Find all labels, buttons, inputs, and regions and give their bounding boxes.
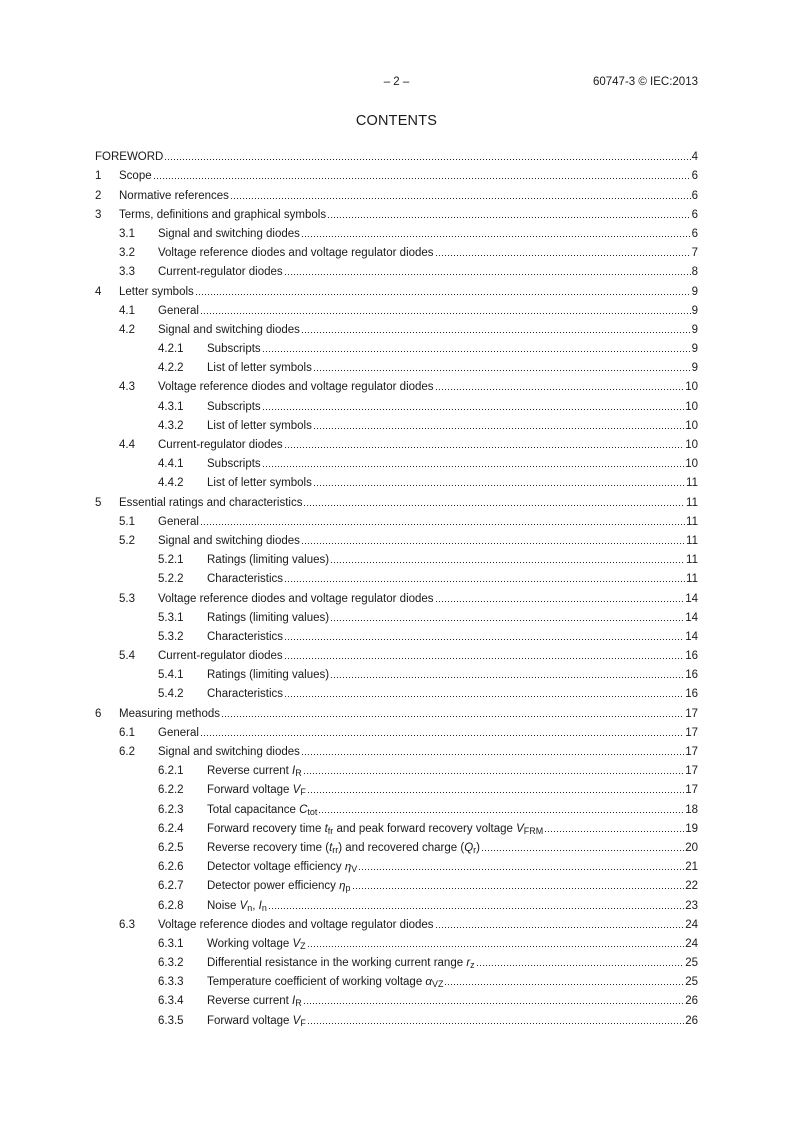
toc-entry-title: Reverse recovery time $(t_{rr})$ and recovered charge $(Q_r)$ <box>207 841 480 856</box>
toc-entry-number: 6.3.5 <box>158 1014 184 1027</box>
toc-entry-page: 16 <box>685 669 698 682</box>
toc-entry-page: 9 <box>691 343 698 356</box>
dot-leader <box>303 503 685 507</box>
toc-entry[interactable] <box>95 586 698 605</box>
dot-leader <box>307 944 685 948</box>
toc-entry[interactable] <box>95 989 698 1008</box>
toc-entry-number: 6.2.3 <box>158 803 184 816</box>
toc-entry-page: 16 <box>685 688 698 701</box>
toc-entry-title: Ratings (limiting values) <box>207 669 330 682</box>
toc-entry-number: 5.2 <box>119 534 135 547</box>
toc-entry-title: Signal and switching diodes <box>158 227 300 240</box>
dot-leader <box>262 464 685 468</box>
toc-entry-page: 10 <box>685 439 698 451</box>
toc-entry[interactable] <box>95 970 698 989</box>
toc-entry-title: Terms, definitions and graphical symbols <box>119 208 327 221</box>
toc-entry-page: 25 <box>685 976 698 989</box>
toc-entry-page: 11 <box>686 496 698 509</box>
toc-entry-number: 6.2.4 <box>158 822 184 835</box>
toc-entry-page: 8 <box>691 266 698 279</box>
toc-entry-title: Letter symbols <box>119 285 194 298</box>
page-title: CONTENTS <box>355 113 438 129</box>
toc-entry-number: 4.2.1 <box>158 343 184 356</box>
toc-entry-title: Reverse current $I_R$ <box>207 765 302 779</box>
toc-entry-title: General <box>158 726 199 739</box>
toc-entry[interactable] <box>95 452 698 471</box>
toc-entry-title: Ratings (limiting values) <box>207 611 330 624</box>
toc-entry-number: 5.4.1 <box>158 669 184 682</box>
toc-entry-title: Forward voltage $V_F$ <box>207 784 306 798</box>
toc-entry[interactable] <box>95 932 698 951</box>
toc-entry-number: 4.3.2 <box>158 419 184 432</box>
toc-entry[interactable] <box>95 260 698 279</box>
dot-leader <box>301 234 691 238</box>
toc-entry-page: 6 <box>691 227 698 240</box>
toc-entry-title: Current-regulator diodes <box>158 266 283 279</box>
toc-entry[interactable] <box>95 778 698 797</box>
toc-entry[interactable] <box>95 951 698 970</box>
dot-leader <box>435 925 685 929</box>
toc-entry-title: Forward voltage $V_F$ <box>207 1014 306 1028</box>
toc-entry-page: 9 <box>691 323 698 336</box>
dot-leader <box>284 637 684 641</box>
toc-entry-number: 5.4 <box>119 650 135 663</box>
toc-entry-title: Subscripts <box>207 458 261 471</box>
toc-entry-page: 9 <box>691 285 698 298</box>
toc-entry-number: 5.3.2 <box>158 630 184 643</box>
toc-entry-page: 16 <box>685 650 698 663</box>
dot-leader <box>330 560 685 564</box>
toc-entry-title: List of letter symbols <box>207 362 312 375</box>
dot-leader <box>262 349 691 353</box>
dot-leader <box>327 215 690 219</box>
dot-leader <box>476 963 685 967</box>
toc-entry-title: Current-regulator diodes <box>158 439 283 451</box>
toc-entry-title: List of letter symbols <box>207 477 312 490</box>
toc-entry-number: 6.2.7 <box>158 880 184 893</box>
toc-entry-number: 6.2 <box>119 746 135 758</box>
toc-entry[interactable] <box>95 183 698 202</box>
toc-entry-title: Signal and switching diodes <box>158 534 300 547</box>
toc-entry-page: 10 <box>685 400 698 413</box>
dot-leader <box>200 733 684 737</box>
toc-entry-number: 6.3.3 <box>158 976 184 989</box>
toc-entry-page: 17 <box>685 765 698 778</box>
toc-entry-title: List of letter symbols <box>207 419 312 432</box>
dot-leader <box>284 656 685 660</box>
toc-entry-number: 5.2.1 <box>158 554 184 567</box>
toc-entry-title: Characteristics <box>207 573 284 586</box>
toc-entry[interactable] <box>95 222 698 241</box>
toc-entry[interactable] <box>95 203 698 222</box>
toc-entry-number: 4.3.1 <box>158 400 184 413</box>
toc-entry[interactable] <box>95 433 698 452</box>
toc-entry-title: Voltage reference diodes and voltage regulator diodes <box>158 918 434 931</box>
toc-entry-number: 3.1 <box>119 227 135 240</box>
toc-entry-title: Temperature coefficient of working voltage $\alpha_{VZ}$ <box>207 976 444 990</box>
toc-entry-page: 11 <box>686 477 698 490</box>
dot-leader <box>301 541 685 545</box>
toc-entry[interactable] <box>95 510 698 529</box>
dot-leader <box>352 886 685 890</box>
dot-leader <box>303 771 685 775</box>
toc-entry-title: General <box>158 515 199 528</box>
toc-entry[interactable] <box>95 701 698 720</box>
toc-entry-page: 9 <box>691 304 698 317</box>
toc-entry[interactable] <box>95 394 698 413</box>
toc-entry-page: 10 <box>685 419 698 432</box>
toc-entry-number: 6.3.1 <box>158 937 184 950</box>
dot-leader <box>307 1021 684 1025</box>
toc-entry-title: Detector power efficiency $\eta_p$ <box>207 880 351 894</box>
dot-leader <box>164 157 690 161</box>
dot-leader <box>313 483 685 487</box>
toc-entry-number: 5.4.2 <box>158 688 184 701</box>
toc-entry[interactable] <box>95 817 698 836</box>
toc-entry-title: Detector voltage efficiency $\eta_V$ <box>207 861 358 875</box>
toc-entry[interactable] <box>95 797 698 816</box>
dot-leader <box>284 445 685 449</box>
toc-entry[interactable] <box>95 913 698 932</box>
dot-leader <box>268 906 684 910</box>
dot-leader <box>262 407 685 411</box>
toc-entry[interactable] <box>95 279 698 298</box>
toc-entry-title: Signal and switching diodes <box>158 746 300 758</box>
toc-entry-page: 21 <box>685 861 698 874</box>
toc-entry-number: 6 <box>95 707 102 720</box>
toc-entry-page: 26 <box>685 1014 698 1027</box>
dot-leader <box>301 330 691 334</box>
toc-entry-title: Signal and switching diodes <box>158 323 300 336</box>
toc-entry-page: 7 <box>691 247 698 260</box>
toc-entry-number: 6.3.2 <box>158 957 184 970</box>
toc-entry[interactable] <box>95 644 698 663</box>
toc-entry-page: 24 <box>685 918 698 931</box>
toc-entry[interactable] <box>95 164 698 183</box>
toc-entry[interactable] <box>95 145 698 164</box>
toc-entry[interactable] <box>95 893 698 912</box>
toc-entry-title: Essential ratings and characteristics <box>119 496 303 509</box>
toc-entry-title: Characteristics <box>207 630 284 643</box>
toc-entry-title: Normative references <box>119 189 229 202</box>
toc-entry-title: Forward recovery time $t_{fr}$ and peak forward recovery voltage $V_{FRM}$ <box>207 822 544 836</box>
table-of-contents <box>95 145 698 1028</box>
toc-entry[interactable] <box>95 567 698 586</box>
toc-entry[interactable] <box>95 874 698 893</box>
dot-leader <box>200 522 685 526</box>
toc-entry-page: 26 <box>685 995 698 1008</box>
toc-entry-number: 6.2.2 <box>158 784 184 797</box>
dot-leader <box>318 810 684 814</box>
toc-entry-page: 10 <box>685 458 698 471</box>
toc-entry-title: Subscripts <box>207 400 261 413</box>
toc-entry-page: 4 <box>691 151 698 164</box>
toc-entry-page: 17 <box>685 726 698 739</box>
dot-leader <box>544 829 684 833</box>
toc-entry-page: 14 <box>685 592 698 605</box>
toc-entry-page: 11 <box>686 534 698 547</box>
toc-entry-number: 3.3 <box>119 266 135 279</box>
toc-entry-number: 5.3 <box>119 592 135 605</box>
toc-entry-number: 6.3.4 <box>158 995 184 1008</box>
toc-entry-number: 6.1 <box>119 726 135 739</box>
toc-entry-page: 18 <box>685 803 698 816</box>
toc-entry-number: 6.2.1 <box>158 765 184 778</box>
toc-entry-number: 6.2.5 <box>158 841 184 854</box>
dot-leader <box>195 292 691 296</box>
dot-leader <box>313 426 684 430</box>
dot-leader <box>444 982 684 986</box>
toc-entry-title: Subscripts <box>207 343 261 356</box>
toc-entry-page: 25 <box>685 957 698 970</box>
dot-leader <box>358 867 684 871</box>
toc-entry-page: 19 <box>685 822 698 835</box>
document-id: 60747-3 © IEC:2013 <box>592 76 698 88</box>
toc-entry-number: 4.3 <box>119 381 135 394</box>
toc-entry[interactable] <box>95 759 698 778</box>
dot-leader <box>313 368 691 372</box>
toc-entry-page: 14 <box>685 630 698 643</box>
toc-entry-title: Differential resistance in the working current range $r_z$ <box>207 957 475 971</box>
toc-entry[interactable] <box>95 337 698 356</box>
toc-entry[interactable] <box>95 299 698 318</box>
dot-leader <box>435 387 685 391</box>
toc-entry-number: 4.2.2 <box>158 362 184 375</box>
toc-entry-number: 5.1 <box>119 515 135 528</box>
dot-leader <box>435 253 691 257</box>
toc-entry[interactable] <box>95 356 698 375</box>
toc-entry[interactable] <box>95 414 698 433</box>
toc-entry-number: 4.1 <box>119 304 135 317</box>
toc-entry[interactable] <box>95 721 698 740</box>
dot-leader <box>221 714 684 718</box>
toc-entry-title: Total capacitance $C_{tot}$ <box>207 803 318 817</box>
toc-entry-page: 20 <box>685 841 698 854</box>
dot-leader <box>284 272 691 276</box>
toc-entry[interactable] <box>95 548 698 567</box>
toc-entry-page: 24 <box>685 937 698 950</box>
toc-entry-page: 9 <box>691 362 698 375</box>
toc-entry-number: 4.2 <box>119 323 135 336</box>
toc-entry[interactable] <box>95 375 698 394</box>
toc-entry-page: 17 <box>685 707 698 720</box>
toc-entry-title: Current-regulator diodes <box>158 650 283 663</box>
toc-entry-title: Noise $V_n$, $I_n$ <box>207 899 267 913</box>
toc-entry-number: 4.4.1 <box>158 458 184 471</box>
toc-entry-number: 3.2 <box>119 247 135 260</box>
toc-entry-title: Ratings (limiting values) <box>207 554 330 567</box>
toc-entry-title: General <box>158 304 199 317</box>
dot-leader <box>330 618 684 622</box>
dot-leader <box>307 790 684 794</box>
toc-entry-number: 6.2.8 <box>158 899 184 912</box>
toc-entry[interactable] <box>95 682 698 701</box>
toc-entry-title: Measuring methods <box>119 707 220 720</box>
toc-entry-number: 6.3 <box>119 918 135 931</box>
toc-entry-page: 11 <box>686 515 698 528</box>
toc-entry-page: 6 <box>691 189 698 202</box>
dot-leader <box>481 848 684 852</box>
toc-entry-title: Reverse current $I_R$ <box>207 995 302 1009</box>
toc-entry[interactable] <box>95 318 698 337</box>
dot-leader <box>301 752 684 756</box>
toc-entry-page: 14 <box>685 611 698 624</box>
toc-entry-page: 22 <box>685 880 698 893</box>
toc-entry[interactable] <box>95 1008 698 1027</box>
toc-entry-title: Working voltage $V_Z$ <box>207 937 306 952</box>
toc-entry[interactable] <box>95 663 698 682</box>
toc-entry-page: 23 <box>685 899 698 912</box>
dot-leader <box>330 675 684 679</box>
toc-entry[interactable] <box>95 855 698 874</box>
toc-entry-page: 17 <box>685 784 698 797</box>
toc-entry-title: Characteristics <box>207 688 284 701</box>
dot-leader <box>284 579 685 583</box>
toc-entry-number: 1 <box>95 170 102 183</box>
toc-entry-title: Voltage reference diodes and voltage regulator diodes <box>158 247 434 260</box>
toc-entry-title: Voltage reference diodes and voltage regulator diodes <box>158 381 434 394</box>
dot-leader <box>435 599 685 603</box>
dot-leader <box>303 1001 685 1005</box>
toc-entry[interactable] <box>95 471 698 490</box>
toc-entry[interactable] <box>95 606 698 625</box>
toc-entry-number: 5.2.2 <box>158 573 184 586</box>
toc-entry[interactable] <box>95 529 698 548</box>
toc-entry[interactable] <box>95 625 698 644</box>
toc-entry-page: 6 <box>691 170 698 183</box>
toc-entry-page: 10 <box>685 381 698 394</box>
dot-leader <box>200 311 691 315</box>
toc-entry-page: 11 <box>686 554 698 567</box>
toc-entry-title: Voltage reference diodes and voltage regulator diodes <box>158 592 434 605</box>
toc-entry-number: 3 <box>95 208 102 221</box>
page-header <box>95 76 698 92</box>
toc-entry-number: 4.4 <box>119 439 135 451</box>
toc-entry[interactable] <box>95 836 698 855</box>
toc-entry-number: 2 <box>95 189 102 202</box>
toc-entry-page: 6 <box>691 208 698 221</box>
toc-entry-page: 11 <box>686 573 698 586</box>
toc-entry-page: 17 <box>685 746 698 758</box>
toc-entry-title: Scope <box>119 170 152 183</box>
dot-leader <box>153 176 691 180</box>
toc-entry-number: 4.4.2 <box>158 477 184 490</box>
toc-entry-title: FOREWORD <box>95 151 164 164</box>
toc-entry-number: 4 <box>95 285 102 298</box>
dot-leader <box>230 196 691 200</box>
toc-entry[interactable] <box>95 490 698 509</box>
toc-entry[interactable] <box>95 740 698 759</box>
page-number: – 2 – <box>383 76 410 88</box>
toc-entry-number: 6.2.6 <box>158 861 184 874</box>
toc-entry-number: 5 <box>95 496 102 509</box>
toc-entry[interactable] <box>95 241 698 260</box>
toc-entry-number: 5.3.1 <box>158 611 184 624</box>
dot-leader <box>284 694 684 698</box>
